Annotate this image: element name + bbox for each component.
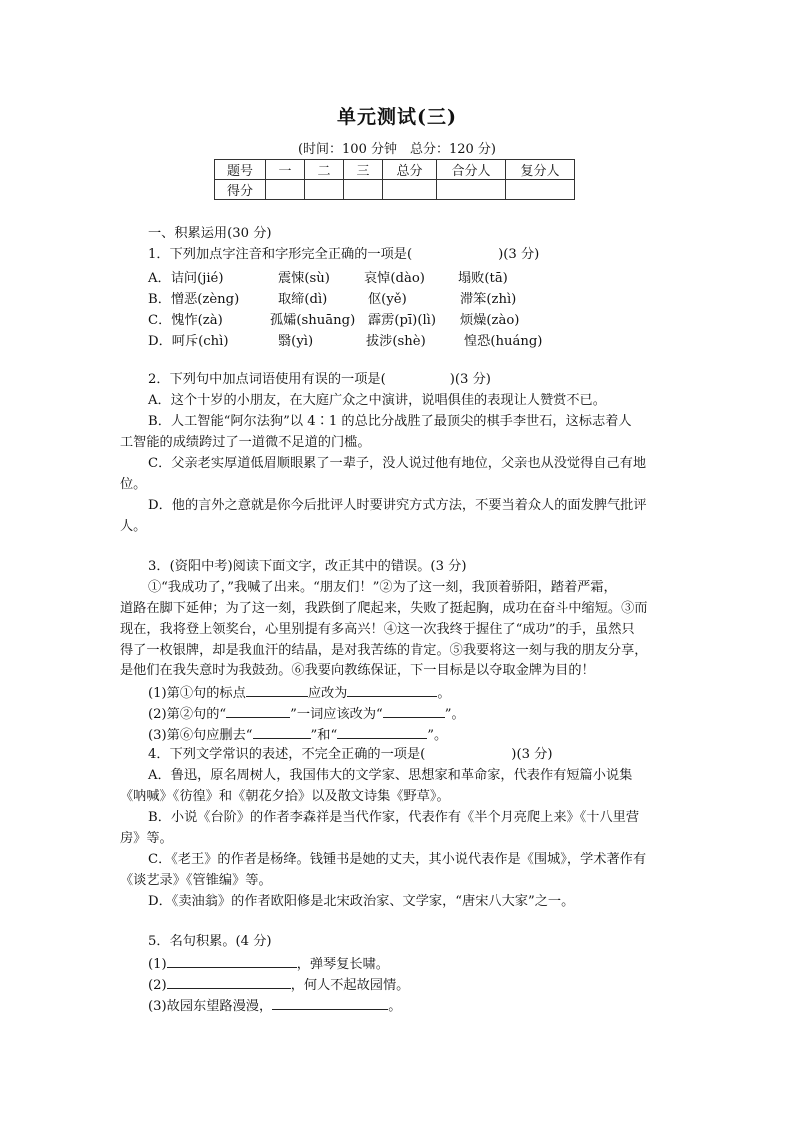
score-entry-cell[interactable] <box>383 180 437 200</box>
score-table-score-row <box>215 180 575 200</box>
q1-option-d-2: 翳(yì) <box>278 334 314 349</box>
q1-option-b-4: 滞笨(zhì) <box>460 292 517 307</box>
q3-passage-line: 道路在脚下延伸；为了这一刻，我跌倒了爬起来，失败了挺起胸，成功在奋斗中缩短。③而 <box>120 601 648 616</box>
q3-passage-line: 现在，我将登上领奖台，心里别提有多高兴！④这一次我终于握住了“成功”的手，虽然只 <box>120 622 635 637</box>
score-table-header-row <box>215 160 575 180</box>
fill-blank[interactable] <box>226 703 290 718</box>
fill-blank[interactable] <box>337 724 427 739</box>
q2-option-c-line2: 位。 <box>120 477 147 492</box>
q1-option-b-3: 伛(yě) <box>368 292 407 307</box>
section-heading: 一、积累运用(30 分) <box>148 226 272 241</box>
q5-line-1 <box>148 953 389 975</box>
q2-option-c-line1: C．父亲老实厚道低眉顺眼累了一辈子，没人说过他有地位，父亲也从没觉得自己有地 <box>148 456 647 471</box>
q1-option-b-2: 取缔(dì) <box>278 292 328 307</box>
q1-option-a-3: 哀悼(dào) <box>364 271 425 286</box>
score-entry-cell[interactable] <box>344 180 383 200</box>
score-cell: 二 <box>305 160 344 180</box>
q3-sub3-text: ”和“ <box>310 728 338 743</box>
q1-option-a-1: A．诘问(jié) <box>148 271 224 286</box>
question-2-stem <box>148 370 491 390</box>
fill-blank[interactable] <box>383 703 445 718</box>
q1-option-a-2: 震悚(sù) <box>278 271 330 286</box>
question-5-stem: 5．名句积累。(4 分) <box>148 934 272 949</box>
q1-option-c-2: 孤孀(shuāng) <box>270 313 356 328</box>
q4-option-a-line2: 《呐喊》《彷徨》和《朝花夕拾》以及散文诗集《野草》。 <box>120 789 450 804</box>
q3-passage-line: 是他们在我失意时为我鼓劲。⑥我要向教练保证，下一目标是以夺取金牌为目的！ <box>120 663 595 678</box>
score-cell: 总分 <box>383 160 437 180</box>
score-table <box>214 159 575 200</box>
q2-option-b-line2: 工智能的成绩跨过了一道微不足道的门槛。 <box>120 435 371 450</box>
score-cell: 三 <box>344 160 383 180</box>
fill-blank[interactable] <box>246 682 308 697</box>
q1-option-b-1: B．憎恶(zèng) <box>148 292 240 307</box>
q3-passage-line: ①“我成功了，”我喊了出来。“朋友们！”②为了这一刻，我顶着骄阳，踏着严霜， <box>148 580 617 595</box>
question-4-stem-text: 4．下列文学常识的表述，不完全正确的一项是( <box>148 747 426 762</box>
q3-subquestion-2 <box>148 703 465 725</box>
fill-blank[interactable] <box>167 974 291 989</box>
question-2-points: )(3 分) <box>449 372 491 387</box>
q5-line-2 <box>148 974 409 996</box>
question-1-stem <box>148 245 539 265</box>
fill-blank[interactable] <box>347 682 437 697</box>
q5-line-3-text: (3)故园东望路漫漫， <box>148 999 273 1014</box>
q3-passage-line: 得了一枚银牌，却是我血汗的结晶，是对我苦练的肯定。⑤我要将这一刻与我的朋友分享， <box>120 643 648 658</box>
q1-option-c-1: C．愧怍(zà) <box>148 313 223 328</box>
q2-option-b-line1: B．人工智能“阿尔法狗”以 4∶1 的总比分战胜了最顶尖的棋手李世石，这标志着人 <box>148 414 632 429</box>
q3-sub2-text: ”一词应该改为“ <box>290 707 383 722</box>
score-cell: 一 <box>266 160 305 180</box>
q5-line-1-num: (1) <box>148 957 167 972</box>
q3-sub2-end: ”。 <box>444 707 465 722</box>
question-4-stem <box>148 745 553 765</box>
q2-option-d-line1: D．他的言外之意就是你今后批评人时要讲究方式方法，不要当着众人的面发脾气批评 <box>148 498 647 513</box>
fill-blank[interactable] <box>167 953 297 968</box>
q5-line-1-text: ，弹琴复长啸。 <box>296 957 389 972</box>
exam-time-score: (时间：100 分钟 总分：120 分) <box>297 142 497 157</box>
question-4-points: )(3 分) <box>511 747 553 762</box>
q3-sub1-text: (1)第①句的标点 <box>148 686 246 701</box>
score-row-label: 得分 <box>215 180 266 200</box>
score-entry-cell[interactable] <box>506 180 575 200</box>
q5-line-2-text: ，何人不起故园情。 <box>290 978 410 993</box>
q3-sub3-text: (3)第⑥句应删去“ <box>148 728 253 743</box>
question-3-stem: 3．(资阳中考)阅读下面文字，改正其中的错误。(3 分) <box>148 559 467 574</box>
q3-sub3-end: ”。 <box>427 728 448 743</box>
q3-sub1-end: 。 <box>437 686 451 701</box>
q5-line-3-end: 。 <box>388 999 402 1014</box>
q3-sub1-text: 应改为 <box>307 686 348 701</box>
q5-line-3 <box>148 995 401 1017</box>
q1-option-d-3: 拔涉(shè) <box>366 334 426 349</box>
q3-subquestion-3 <box>148 724 447 746</box>
q3-sub2-text: (2)第②句的“ <box>148 707 227 722</box>
q1-option-a-4: 塌败(tā) <box>458 271 508 286</box>
question-1-stem-text: 1．下列加点字注音和字形完全正确的一项是( <box>148 247 413 262</box>
q1-option-c-3: 霹雳(pī)(lì) <box>368 313 437 328</box>
q4-option-c-line2: 《谈艺录》《管锥编》等。 <box>120 873 272 888</box>
page-title: 单元测试(三) <box>337 106 457 128</box>
q3-subquestion-1 <box>148 682 451 704</box>
q2-option-a: A．这个十岁的小朋友，在大庭广众之中演讲，说唱俱佳的表现让人赞赏不已。 <box>148 393 606 408</box>
score-cell: 合分人 <box>437 160 506 180</box>
q4-option-a-line1: A．鲁迅，原名周树人，我国伟大的文学家、思想家和革命家，代表作有短篇小说集 <box>148 768 633 783</box>
score-entry-cell[interactable] <box>437 180 506 200</box>
score-cell: 题号 <box>215 160 266 180</box>
q1-option-d-1: D．呵斥(chì) <box>148 334 229 349</box>
fill-blank[interactable] <box>253 724 311 739</box>
question-2-stem-text: 2．下列句中加点词语使用有误的一项是( <box>148 372 386 387</box>
q1-option-c-4: 烦燥(zào) <box>460 313 520 328</box>
question-1-points: )(3 分) <box>498 247 540 262</box>
score-cell: 复分人 <box>506 160 575 180</box>
q4-option-b-line1: B．小说《台阶》的作者李森祥是当代作家，代表作有《半个月亮爬上来》《十八里营 <box>148 810 640 825</box>
q5-line-2-num: (2) <box>148 978 167 993</box>
score-entry-cell[interactable] <box>266 180 305 200</box>
q2-option-d-line2: 人。 <box>120 519 147 534</box>
fill-blank[interactable] <box>272 995 388 1010</box>
q1-option-d-4: 惶恐(huáng) <box>464 334 543 349</box>
q4-option-b-line2: 房》等。 <box>120 831 173 846</box>
q4-option-c-line1: C．《老王》的作者是杨绛。钱锺书是她的丈夫，其小说代表作是《围城》，学术著作有 <box>148 852 647 867</box>
score-entry-cell[interactable] <box>305 180 344 200</box>
q4-option-d: D．《卖油翁》的作者欧阳修是北宋政治家、文学家，“唐宋八大家”之一。 <box>148 894 575 909</box>
